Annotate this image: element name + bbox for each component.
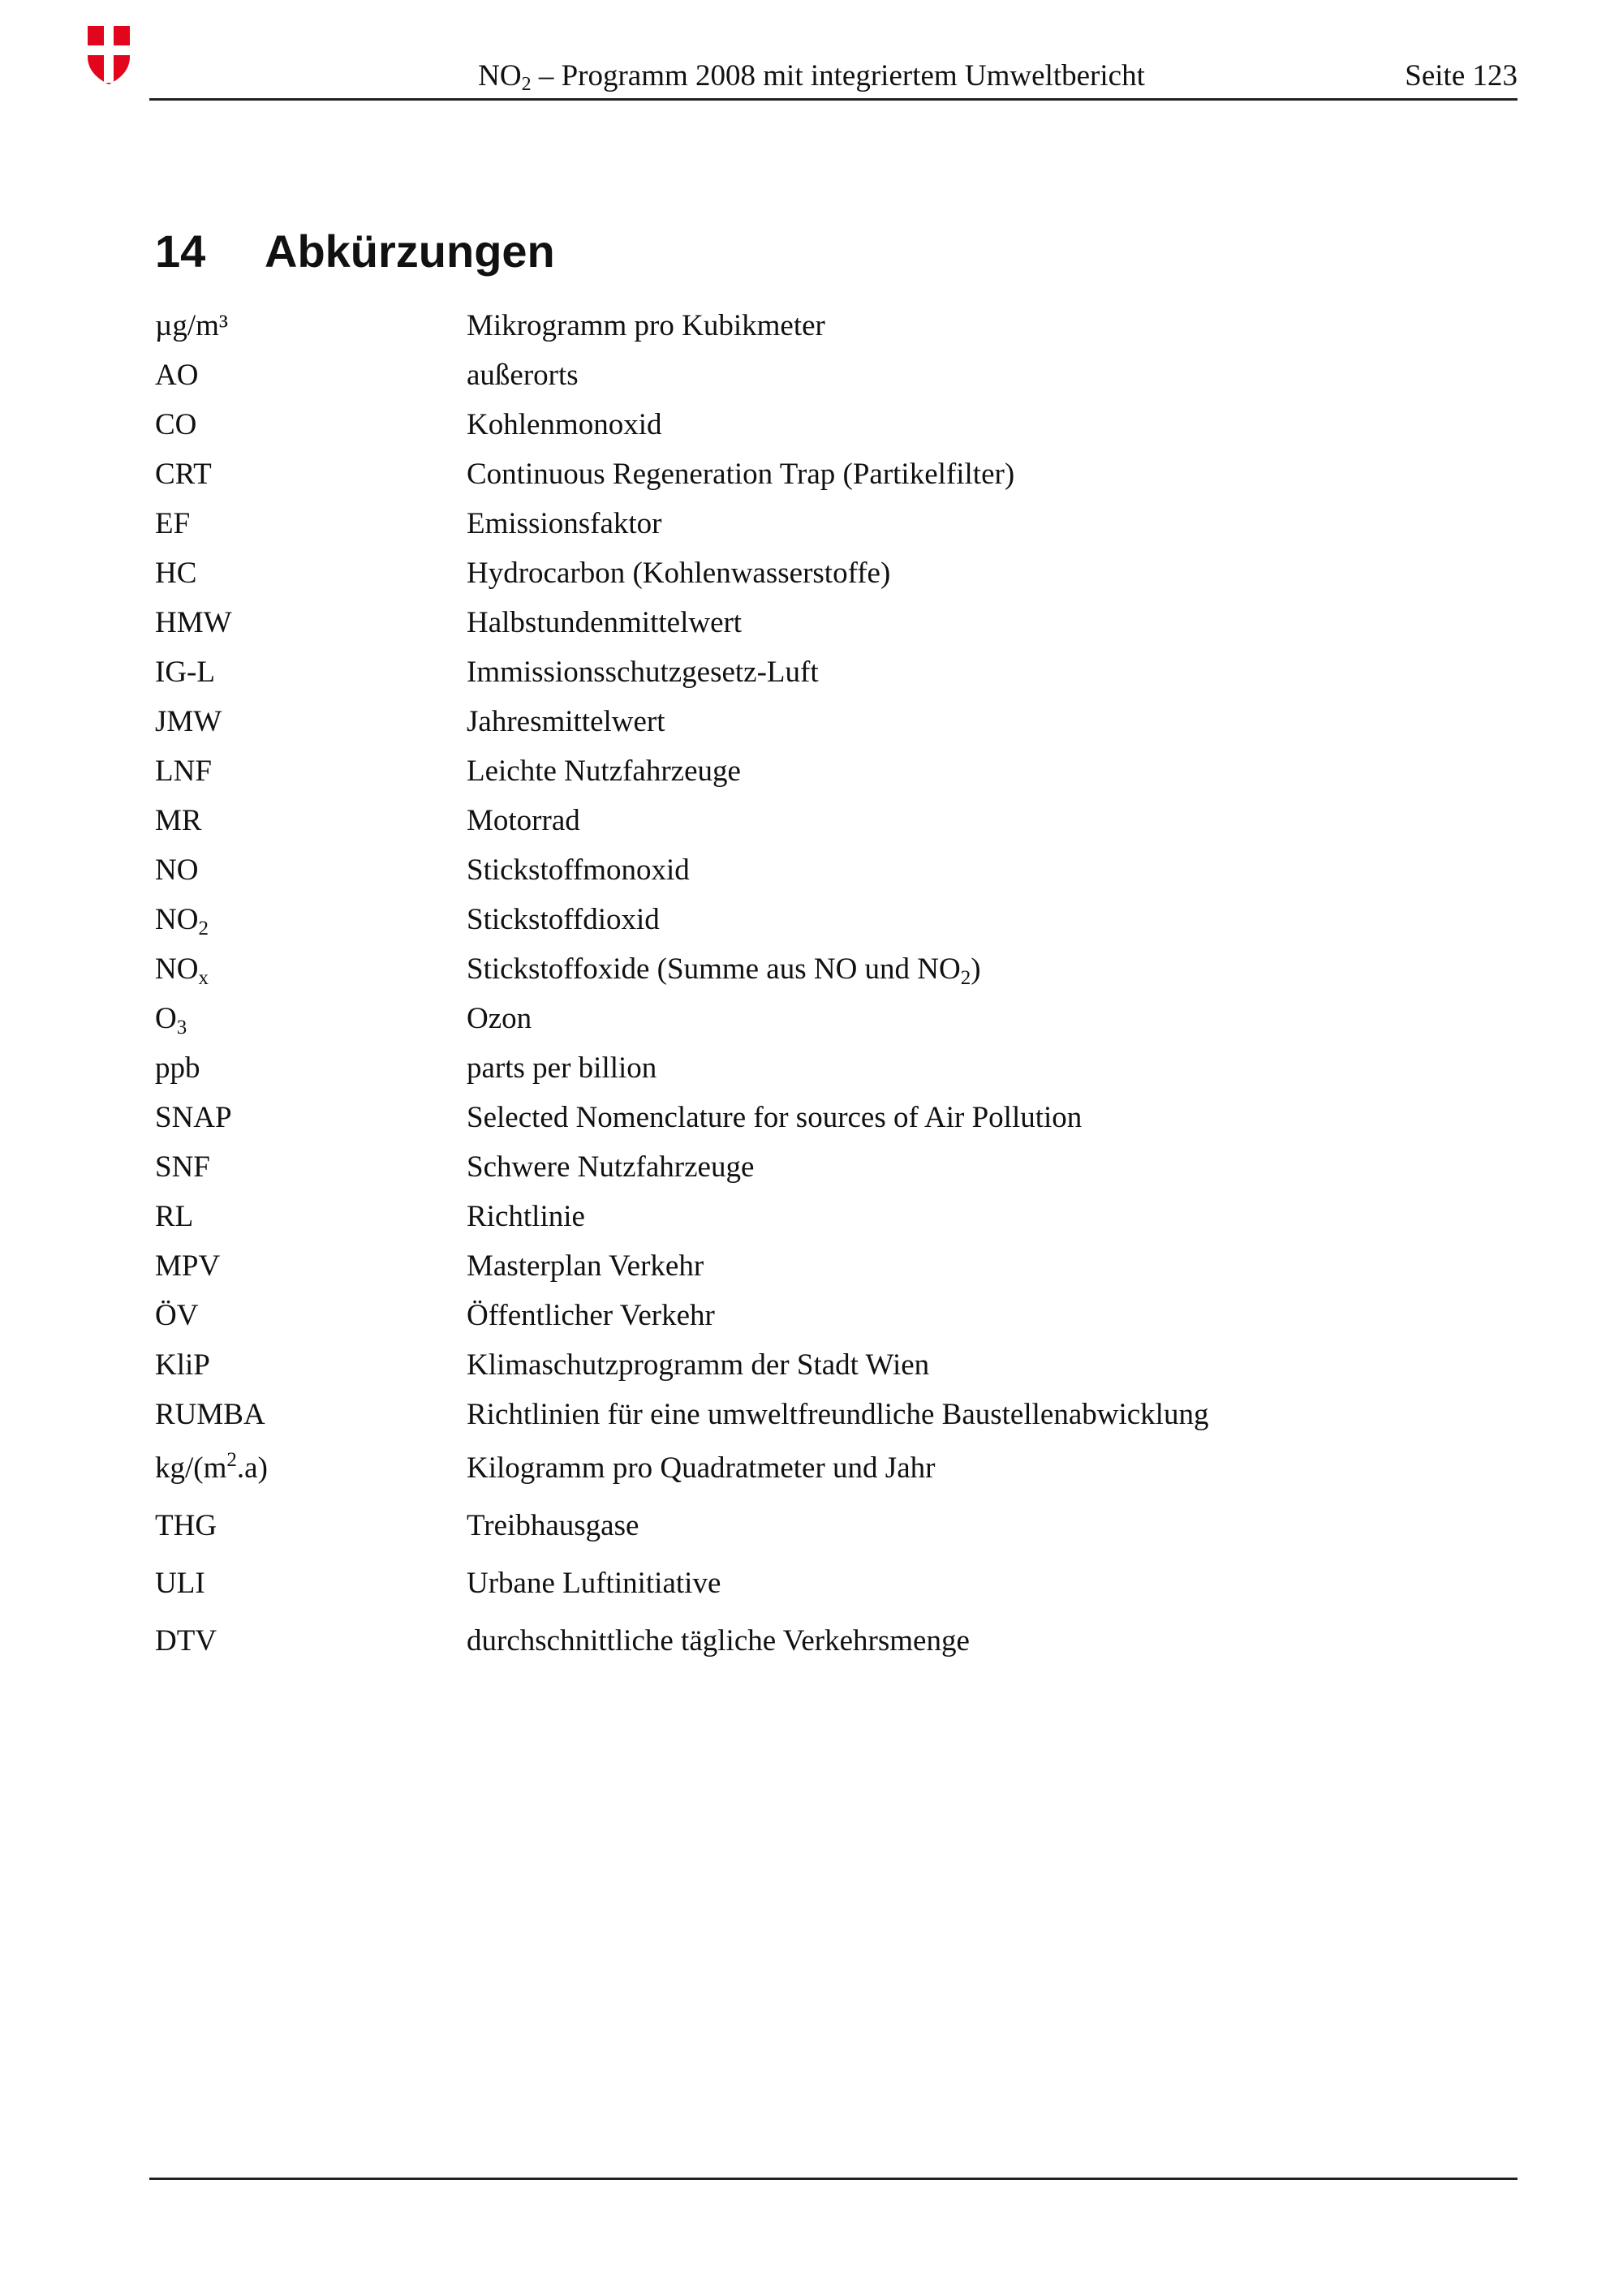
- abbreviation-definition: durchschnittliche tägliche Verkehrsmenge: [467, 1623, 970, 1658]
- abbreviation-term: µg/m³: [155, 308, 228, 342]
- abbreviation-term: CRT: [155, 457, 212, 491]
- abbreviation-term: MPV: [155, 1249, 221, 1283]
- abbreviation-definition: Richtlinie: [467, 1199, 585, 1233]
- abbreviation-definition: Masterplan Verkehr: [467, 1249, 704, 1283]
- abbreviation-row: [155, 697, 1208, 746]
- abbreviation-term: AO: [155, 358, 199, 392]
- abbreviation-row: [155, 1291, 1208, 1340]
- abbreviation-row: [155, 746, 1208, 796]
- abbreviation-definition: parts per billion: [467, 1051, 657, 1085]
- abbreviation-definition: Klimaschutzprogramm der Stadt Wien: [467, 1348, 930, 1382]
- abbreviation-row: [155, 499, 1208, 548]
- abbreviation-term: JMW: [155, 704, 222, 738]
- abbreviation-row: [155, 350, 1208, 400]
- abbreviation-definition: Immissionsschutzgesetz-Luft: [467, 655, 819, 689]
- abbreviation-term: IG-L: [155, 655, 215, 689]
- abbreviation-term: HC: [155, 556, 197, 590]
- abbreviation-definition: Motorrad: [467, 803, 580, 837]
- abbreviation-row: [155, 647, 1208, 697]
- abbreviation-row: [155, 1043, 1208, 1093]
- abbreviation-term: ÖV: [155, 1298, 199, 1332]
- abbreviation-term: ppb: [155, 1051, 200, 1085]
- abbreviation-definition: Mikrogramm pro Kubikmeter: [467, 308, 825, 342]
- abbreviation-term: HMW: [155, 605, 232, 639]
- abbreviation-row: [155, 1554, 1208, 1612]
- abbreviation-row: [155, 895, 1208, 944]
- abbreviation-row: [155, 1192, 1208, 1241]
- section-title: Abkürzungen: [265, 226, 555, 277]
- abbreviation-definition: Selected Nomenclature for sources of Air Pollution: [467, 1100, 1083, 1134]
- abbreviation-row: [155, 1612, 1208, 1670]
- abbreviation-term: RL: [155, 1199, 194, 1233]
- abbreviation-row: [155, 1439, 1208, 1497]
- abbreviation-row: [155, 1241, 1208, 1291]
- abbreviation-row: [155, 1390, 1208, 1439]
- abbreviation-definition: Stickstoffmonoxid: [467, 853, 690, 887]
- abbreviation-row: [155, 301, 1208, 350]
- abbreviation-definition: Leichte Nutzfahrzeuge: [467, 754, 741, 788]
- abbreviation-row: [155, 400, 1208, 449]
- abbreviation-row: [155, 1497, 1208, 1554]
- abbreviation-row: [155, 598, 1208, 647]
- abbreviation-term: DTV: [155, 1623, 217, 1658]
- abbreviation-definition: Schwere Nutzfahrzeuge: [467, 1150, 755, 1184]
- abbreviation-row: [155, 944, 1208, 994]
- section-number: 14: [155, 226, 206, 277]
- abbreviation-term: NO: [155, 853, 199, 887]
- abbreviation-term: EF: [155, 506, 191, 540]
- abbreviation-term: THG: [155, 1508, 217, 1542]
- abbreviation-list: [155, 301, 1208, 1670]
- abbreviation-definition: Continuous Regeneration Trap (Partikelfilter): [467, 457, 1015, 491]
- abbreviation-term: CO: [155, 407, 197, 441]
- abbreviation-term: RUMBA: [155, 1397, 265, 1431]
- header-rule: [149, 98, 1518, 101]
- abbreviation-term: $kg/(m^2.a)$: [155, 1448, 268, 1485]
- abbreviation-term: ULI: [155, 1566, 205, 1600]
- abbreviation-definition: Kohlenmonoxid: [467, 407, 662, 441]
- abbreviation-definition: Treibhausgase: [467, 1508, 639, 1542]
- abbreviation-row: [155, 449, 1208, 499]
- abbreviation-definition: Urbane Luftinitiative: [467, 1566, 721, 1600]
- abbreviation-row: [155, 994, 1208, 1043]
- abbreviation-term: MR: [155, 803, 202, 837]
- abbreviation-definition: Hydrocarbon (Kohlenwasserstoffe): [467, 556, 891, 590]
- abbreviation-row: [155, 1340, 1208, 1390]
- abbreviation-definition: Halbstundenmittelwert: [467, 605, 743, 639]
- abbreviation-term: LNF: [155, 754, 212, 788]
- abbreviation-row: [155, 1142, 1208, 1192]
- abbreviation-definition: Stickstoffdioxid: [467, 902, 660, 936]
- section-heading: [155, 226, 555, 277]
- abbreviation-term: KliP: [155, 1348, 210, 1382]
- abbreviation-definition: Stickstoffoxide (Summe aus NO und $NO_2$): [467, 952, 981, 989]
- abbreviation-term: SNF: [155, 1150, 210, 1184]
- abbreviation-definition: Kilogramm pro Quadratmeter und Jahr: [467, 1451, 936, 1485]
- abbreviation-term: $O_3$: [155, 1001, 187, 1038]
- abbreviation-definition: Emissionsfaktor: [467, 506, 662, 540]
- abbreviation-row: [155, 1093, 1208, 1142]
- abbreviation-row: [155, 548, 1208, 598]
- abbreviation-row: [155, 796, 1208, 845]
- abbreviation-term: $NO_x$: [155, 952, 209, 989]
- page-number: Seite 123: [1405, 59, 1518, 92]
- footer-rule: [149, 2178, 1518, 2180]
- abbreviation-row: [155, 845, 1208, 895]
- abbreviation-definition: Ozon: [467, 1001, 532, 1035]
- header-title: $NO_2$ – Programm 2008 mit integriertem Umweltbericht: [478, 59, 1145, 95]
- abbreviation-definition: Richtlinien für eine umweltfreundliche Baustellenabwicklung: [467, 1397, 1209, 1431]
- abbreviation-term: $NO_2$: [155, 902, 209, 939]
- abbreviation-definition: außerorts: [467, 358, 579, 392]
- abbreviation-term: SNAP: [155, 1100, 232, 1134]
- abbreviation-definition: Öffentlicher Verkehr: [467, 1298, 715, 1332]
- abbreviation-definition: Jahresmittelwert: [467, 704, 665, 738]
